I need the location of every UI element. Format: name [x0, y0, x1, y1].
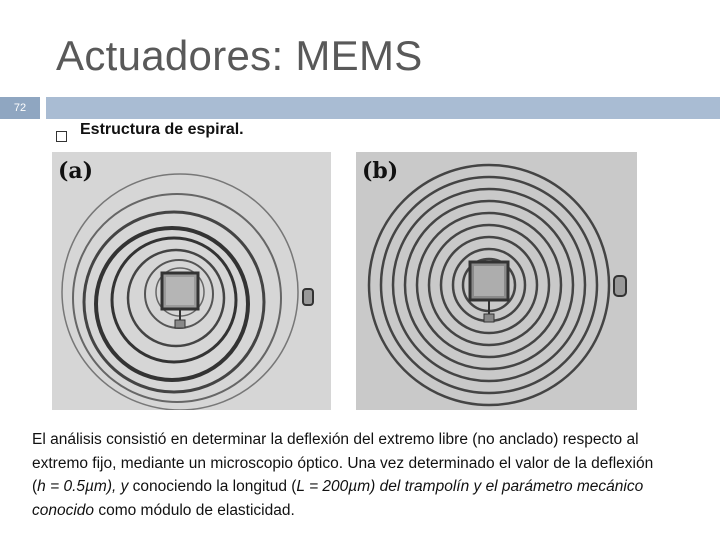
figure-label-b: (b) [362, 158, 399, 184]
paragraph-part-4: L = 200µm) del trampolín y el parámetro mecánico conocido [32, 478, 644, 519]
paragraph-part-2: h = 0.5µm), y [37, 478, 129, 495]
spiral-a-drawing [52, 152, 331, 410]
slide-title: Actuadores: MEMS [56, 32, 423, 79]
bullet-text: Estructura de espiral. [80, 121, 244, 138]
square-bullet-icon [56, 131, 67, 142]
slide-number: 72 [0, 97, 40, 119]
paragraph-part-1: El análisis consistió en determinar la deflexión del extremo libre (no anclado) respecto al extremo fijo, mediante un microscopio óptico. Una vez determinado el valor de la deflexión ( [32, 431, 654, 495]
paragraph-part-5: como módulo de elasticidad. [94, 501, 295, 519]
body-paragraph [32, 428, 664, 522]
title-underline-bar [46, 97, 720, 119]
spiral-photo-a [52, 152, 331, 410]
paragraph-part-3: conociendo la longitud ( [128, 478, 297, 495]
figure-label-a: (a) [58, 158, 94, 184]
spiral-photo-b [356, 152, 637, 410]
spiral-b-drawing [356, 152, 637, 410]
